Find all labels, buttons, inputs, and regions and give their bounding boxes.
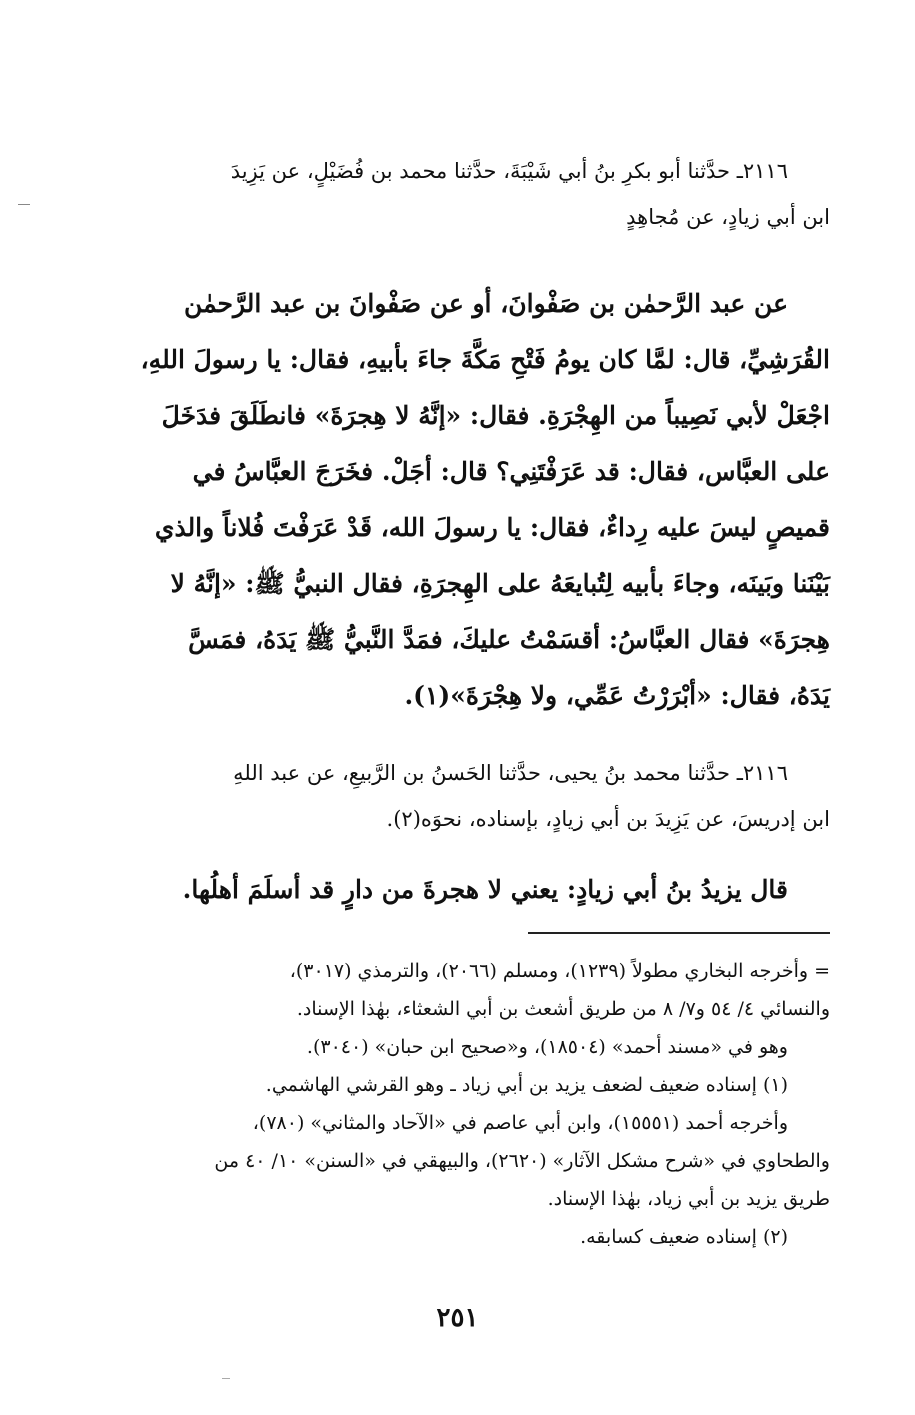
hadith-2116b-comment: [125, 862, 830, 918]
margin-mark: [18, 204, 30, 205]
text-line: قميصٍ ليسَ عليه رِداءٌ، فقال: يا رسولَ الله، قَدْ عَرَفْتَ فُلاناً والذي: [154, 513, 830, 542]
footnote-line: والطحاوي في «شرح مشكل الآثار» (٢٦٢٠)، والبيهقي في «السنن» ١٠/ ٤٠ من: [214, 1150, 830, 1172]
footnote-line: وهو في «مسند أحمد» (١٨٥٠٤)، و«صحيح ابن حبان» (٣٠٤٠).: [306, 1036, 788, 1058]
footnote-line: (١) إسناده ضعيف لضعف يزيد بن أبي زياد ـ وهو القرشي الهاشمي.: [265, 1074, 788, 1096]
hadith-2116-isnad: [125, 148, 830, 240]
text-line: ٢١١٦ـ حدَّثنا محمد بنُ يحيى، حدَّثنا الحَسنُ بن الرَّبيعِ، عن عبد اللهِ: [233, 761, 788, 785]
text-line: القُرَشِيِّ، قال: لمَّا كان يومُ فَتْحِ مَكَّةَ جاءَ بأبيهِ، فقال: يا رسولَ اللهِ،: [140, 345, 830, 374]
footnote-separator: [528, 932, 830, 934]
footnotes: [125, 952, 830, 1256]
bottom-mark: [222, 1378, 230, 1379]
hadith-2116-matn: [125, 276, 830, 724]
footnote-line: والنسائي ٤/ ٥٤ و٧/ ٨ من طريق أشعث بن أبي الشعثاء، بهٰذا الإسناد.: [296, 998, 830, 1020]
footnote-line: وأخرجه أحمد (١٥٥٥١)، وابن أبي عاصم في «الآحاد والمثاني» (٧٨٠)،: [252, 1112, 788, 1134]
page-number: ٢٥١: [436, 1303, 479, 1333]
footnote-line: = وأخرجه البخاري مطولاً (١٢٣٩)، ومسلم (٢٠٦٦)، والترمذي (٣٠١٧)،: [289, 960, 830, 982]
text-line: هِجرَةَ» فقال العبَّاسُ: أقسَمْتُ عليكَ، فمَدَّ النَّبيُّ ﷺ يَدَهُ، فمَسَّ: [188, 625, 830, 654]
text-line: قال يزيدُ بنُ أبي زيادٍ: يعني لا هجرةَ من دارٍ قد أسلَمَ أهلُها.: [182, 875, 788, 904]
footnote-line: (٢) إسناده ضعيف كسابقه.: [580, 1226, 788, 1248]
text-line: اجْعَلْ لأبي نَصِيباً من الهِجْرَةِ. فقال: «إنَّهُ لا هِجرَةَ» فانطَلَقَ فدَخَلَ: [161, 401, 830, 430]
text-line: بَيْنَنا وبَينَه، وجاءَ بأبيه لِتُبايعَهُ على الهِجرَةِ، فقال النبيُّ ﷺ: «إنَّهُ لا: [170, 569, 830, 598]
text-line: ابن إدريسَ، عن يَزِيدَ بن أبي زيادٍ، بإسناده، نحوَه(٢).: [386, 807, 830, 831]
hadith-2116b-isnad: [125, 750, 830, 842]
footnote-line: طريق يزيد بن أبي زياد، بهٰذا الإسناد.: [547, 1188, 830, 1210]
text-line: على العبَّاس، فقال: قد عَرَفْتَنِي؟ قال: أجَلْ. فخَرَجَ العبَّاسُ في: [192, 457, 830, 486]
text-line: ٢١١٦ـ حدَّثنا أبو بكرِ بنُ أبي شَيْبَةَ، حدَّثنا محمد بن فُضَيْلٍ، عن يَزِيدَ: [230, 159, 788, 183]
text-line: ابن أبي زيادٍ، عن مُجاهِدٍ: [626, 205, 830, 229]
text-line: عن عبد الرَّحمٰن بن صَفْوانَ، أو عن صَفْوانَ بن عبد الرَّحمٰن: [184, 289, 788, 318]
text-line: يَدَهُ، فقال: «أبْرَرْتُ عَمِّي، ولا هِجْرَةَ»(١).: [404, 681, 830, 710]
